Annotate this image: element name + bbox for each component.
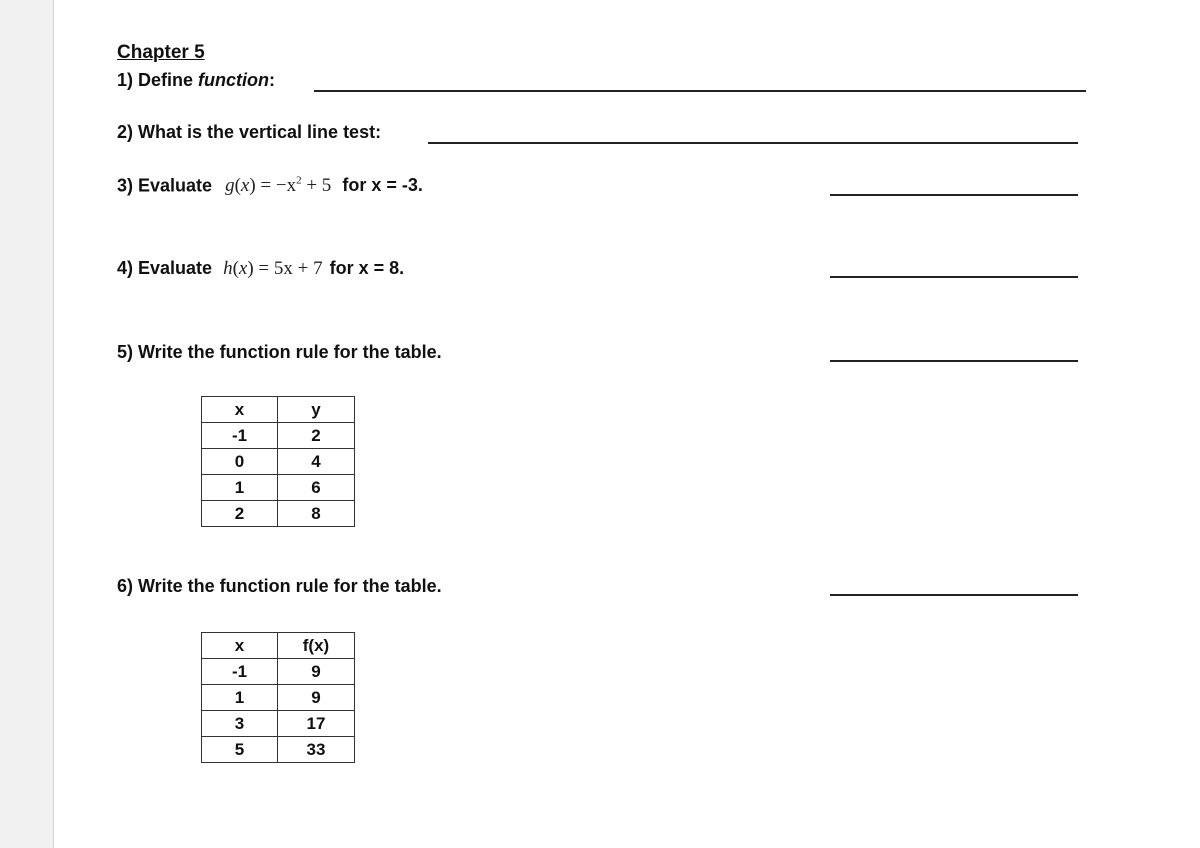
table-header-x: x [202, 633, 278, 659]
question-1-prefix: 1) Define [117, 70, 199, 90]
table-row [202, 659, 355, 685]
table-row [202, 475, 355, 501]
table-cell: 8 [278, 501, 355, 527]
table-row [202, 501, 355, 527]
table-cell: 9 [278, 685, 355, 711]
answer-line-4[interactable] [830, 276, 1078, 278]
table-row [202, 737, 355, 763]
table-cell: 3 [202, 711, 278, 737]
question-3-expression: $g(x) = -x^2 + 5$ [225, 175, 332, 197]
answer-line-2[interactable] [428, 142, 1078, 144]
table-header-y: y [278, 397, 355, 423]
table-header-fx: f(x) [278, 633, 355, 659]
table-cell: -1 [202, 659, 278, 685]
table-cell: 2 [202, 501, 278, 527]
table-row [202, 711, 355, 737]
table-q6 [201, 632, 355, 763]
table-cell: 1 [202, 685, 278, 711]
table-row [202, 685, 355, 711]
table-row [202, 449, 355, 475]
question-4-prefix: 4) Evaluate [117, 258, 213, 278]
table-cell: 4 [278, 449, 355, 475]
table-header-row [202, 397, 355, 423]
question-1 [117, 70, 275, 91]
question-6: 6) Write the function rule for the table. [117, 576, 442, 596]
question-1-suffix: : [269, 70, 276, 90]
table-header-row [202, 633, 355, 659]
table-q5 [201, 396, 355, 527]
table-cell: 9 [278, 659, 355, 685]
question-4-suffix: for x = 8. [329, 258, 405, 278]
table-cell: 1 [202, 475, 278, 501]
question-4-expression: h(x) = 5x + 7 [223, 258, 323, 279]
page-title: Chapter 5 [117, 42, 205, 63]
question-5: 5) Write the function rule for the table. [117, 342, 442, 362]
table-cell: 17 [278, 711, 355, 737]
table-cell: 33 [278, 737, 355, 763]
table-cell: 0 [202, 449, 278, 475]
table-cell: 6 [278, 475, 355, 501]
table-cell: -1 [202, 423, 278, 449]
answer-line-5[interactable] [830, 360, 1078, 362]
question-2: 2) What is the vertical line test: [117, 122, 382, 142]
question-3-prefix: 3) Evaluate [117, 175, 213, 196]
table-row [202, 423, 355, 449]
question-3 [117, 175, 423, 197]
table-header-x: x [202, 397, 278, 423]
answer-line-1[interactable] [314, 90, 1086, 92]
question-3-suffix: for x = -3. [342, 175, 423, 196]
question-1-term: function [198, 70, 270, 90]
table-cell: 2 [278, 423, 355, 449]
answer-line-3[interactable] [830, 194, 1078, 196]
answer-line-6[interactable] [830, 594, 1078, 596]
table-cell: 5 [202, 737, 278, 763]
question-4 [117, 258, 404, 280]
